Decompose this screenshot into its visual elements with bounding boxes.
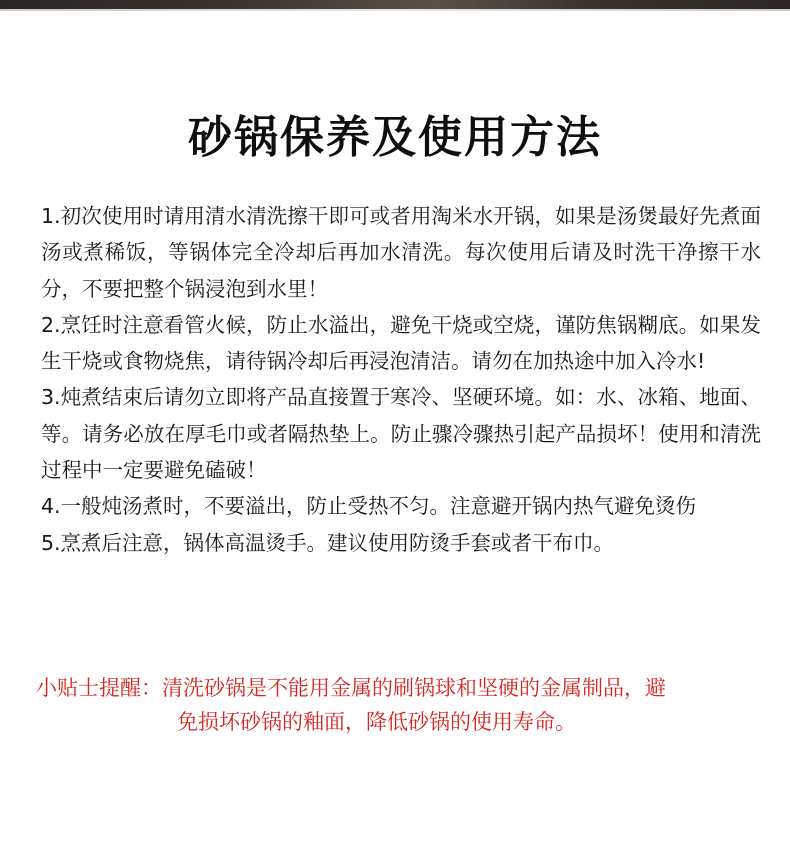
tip-first-line <box>36 671 754 705</box>
top-photo-strip <box>0 0 790 9</box>
instruction-item-3: 3.炖煮结束后请勿立即将产品直接置于寒冷、坚硬环境。如：水、冰箱、地面、等。请务必放在厚毛巾或者隔热垫上。防止骤冷骤热引起产品损坏！使用和清洗过程中一定要避免磕破！ <box>41 385 761 483</box>
instruction-item-1: 1.初次使用时请用清水清洗擦干即可或者用淘米水开锅，如果是汤煲最好先煮面汤或煮稀饭，等锅体完全冷却后再加水清洗。每次使用后请及时洗干净擦干水分，不要把整个锅浸泡到水里！ <box>41 204 761 301</box>
instructions-list <box>41 198 761 561</box>
top-photo-strip-edge <box>0 9 790 11</box>
instruction-item-2: 2.烹饪时注意看管火候，防止水溢出，避免干烧或空烧，谨防焦锅糊底。如果发生干烧或食物烧焦，请待锅冷却后再浸泡清洁。请勿在加热途中加入冷水! <box>41 312 761 374</box>
tip-text-line-1: 清洗砂锅是不能用金属的刷锅球和坚硬的金属制品，避 <box>162 676 666 700</box>
page-title: 砂锅保养及使用方法 <box>188 112 602 163</box>
tip-text-line-2: 免损坏砂锅的釉面，降低砂锅的使用寿命。 <box>177 710 576 734</box>
tip-second-line <box>36 705 754 739</box>
tip-reminder <box>36 671 754 739</box>
tip-label: 小贴士提醒： <box>36 676 162 700</box>
instruction-item-5: 5.烹煮后注意，锅体高温烫手。建议使用防烫手套或者干布巾。 <box>41 530 615 555</box>
instruction-item-4: 4.一般炖汤煮时，不要溢出，防止受热不匀。注意避开锅内热气避免烫伤 <box>41 494 697 519</box>
